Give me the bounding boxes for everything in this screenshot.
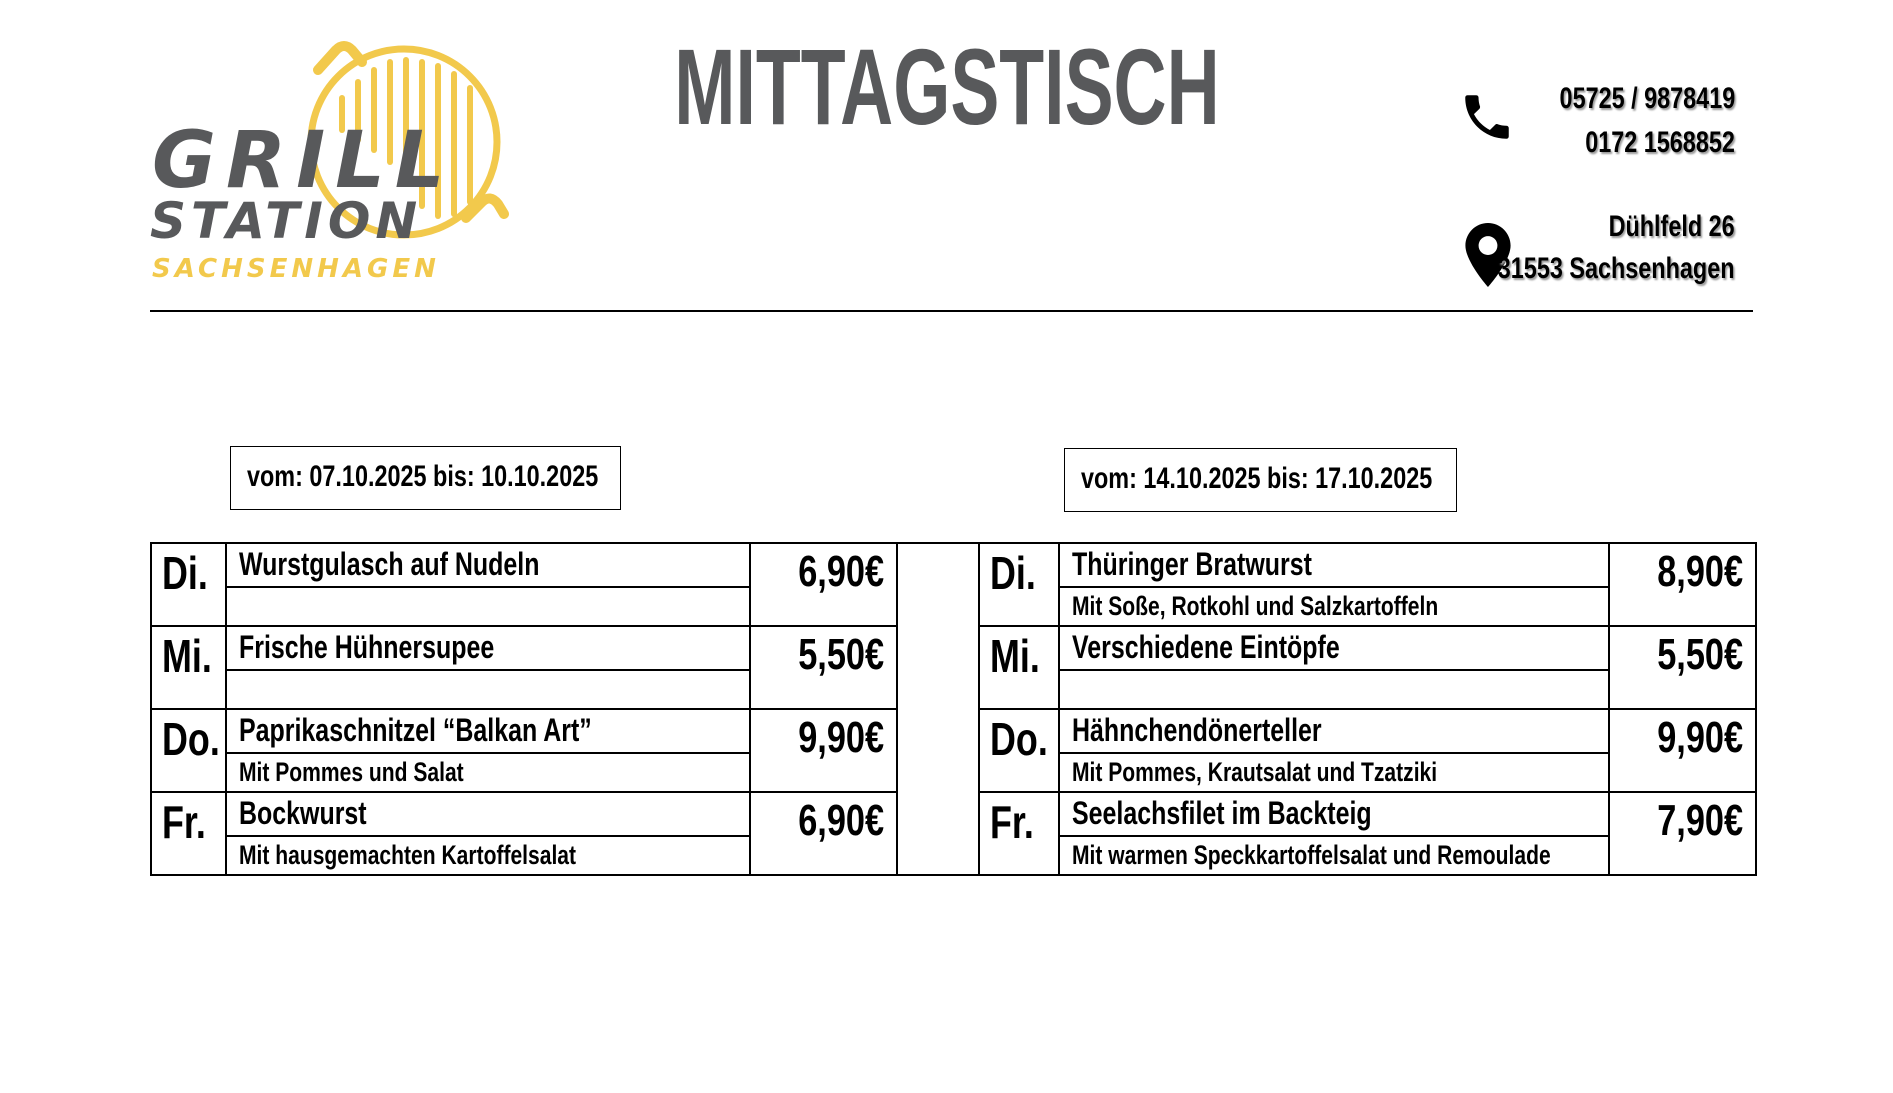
dish-name: Verschiedene Eintöpfe	[1059, 626, 1609, 670]
price: 6,90€	[750, 543, 897, 626]
dish-name: Seelachsfilet im Backteig	[1059, 792, 1609, 836]
dish-name: Frische Hühnersupee	[226, 626, 750, 670]
price: 5,50€	[1609, 626, 1756, 709]
day-label: Mi.	[151, 626, 226, 709]
address-street: Dühlfeld 26	[1608, 210, 1735, 243]
dish-side: Mit Soße, Rotkohl und Salzkartoffeln	[1059, 587, 1609, 626]
menu-table	[150, 542, 1757, 876]
dish-name: Thüringer Bratwurst	[1059, 543, 1609, 587]
price: 5,50€	[750, 626, 897, 709]
address-city: 31553 Sachsenhagen	[1498, 252, 1735, 285]
day-label: Do.	[979, 709, 1059, 792]
price: 8,90€	[1609, 543, 1756, 626]
logo-grill-text: GRILL	[152, 116, 455, 206]
logo-station-text: STATION	[150, 192, 423, 250]
week-1-label: vom: 07.10.2025 bis: 10.10.2025	[230, 446, 621, 510]
price: 9,90€	[750, 709, 897, 792]
dish-name: Paprikaschnitzel “Balkan Art”	[226, 709, 750, 753]
dish-side: Mit Pommes, Krautsalat und Tzatziki	[1059, 753, 1609, 792]
price: 7,90€	[1609, 792, 1756, 875]
phone-number-2: 0172 1568852	[1585, 126, 1735, 159]
phone-number-1: 05725 / 9878419	[1559, 82, 1735, 115]
price: 6,90€	[750, 792, 897, 875]
dish-name: Bockwurst	[226, 792, 750, 836]
page-title: MITTAGSTISCH	[673, 26, 1220, 147]
table-row	[151, 543, 1756, 587]
table-spacer	[897, 543, 979, 875]
day-label: Fr.	[979, 792, 1059, 875]
day-label: Di.	[979, 543, 1059, 626]
dish-side	[226, 587, 750, 626]
dish-side	[1059, 670, 1609, 709]
dish-side	[226, 670, 750, 709]
logo-town-text: SACHSENHAGEN	[152, 254, 440, 284]
day-label: Di.	[151, 543, 226, 626]
dish-side: Mit hausgemachten Kartoffelsalat	[226, 836, 750, 875]
phone-icon	[1458, 86, 1516, 148]
day-label: Mi.	[979, 626, 1059, 709]
week-2-label: vom: 14.10.2025 bis: 17.10.2025	[1064, 448, 1457, 512]
day-label: Fr.	[151, 792, 226, 875]
day-label: Do.	[151, 709, 226, 792]
price: 9,90€	[1609, 709, 1756, 792]
dish-side: Mit warmen Speckkartoffelsalat und Remoulade	[1059, 836, 1609, 875]
header-divider	[150, 310, 1753, 312]
dish-name: Wurstgulasch auf Nudeln	[226, 543, 750, 587]
dish-name: Hähnchendönerteller	[1059, 709, 1609, 753]
dish-side: Mit Pommes und Salat	[226, 753, 750, 792]
